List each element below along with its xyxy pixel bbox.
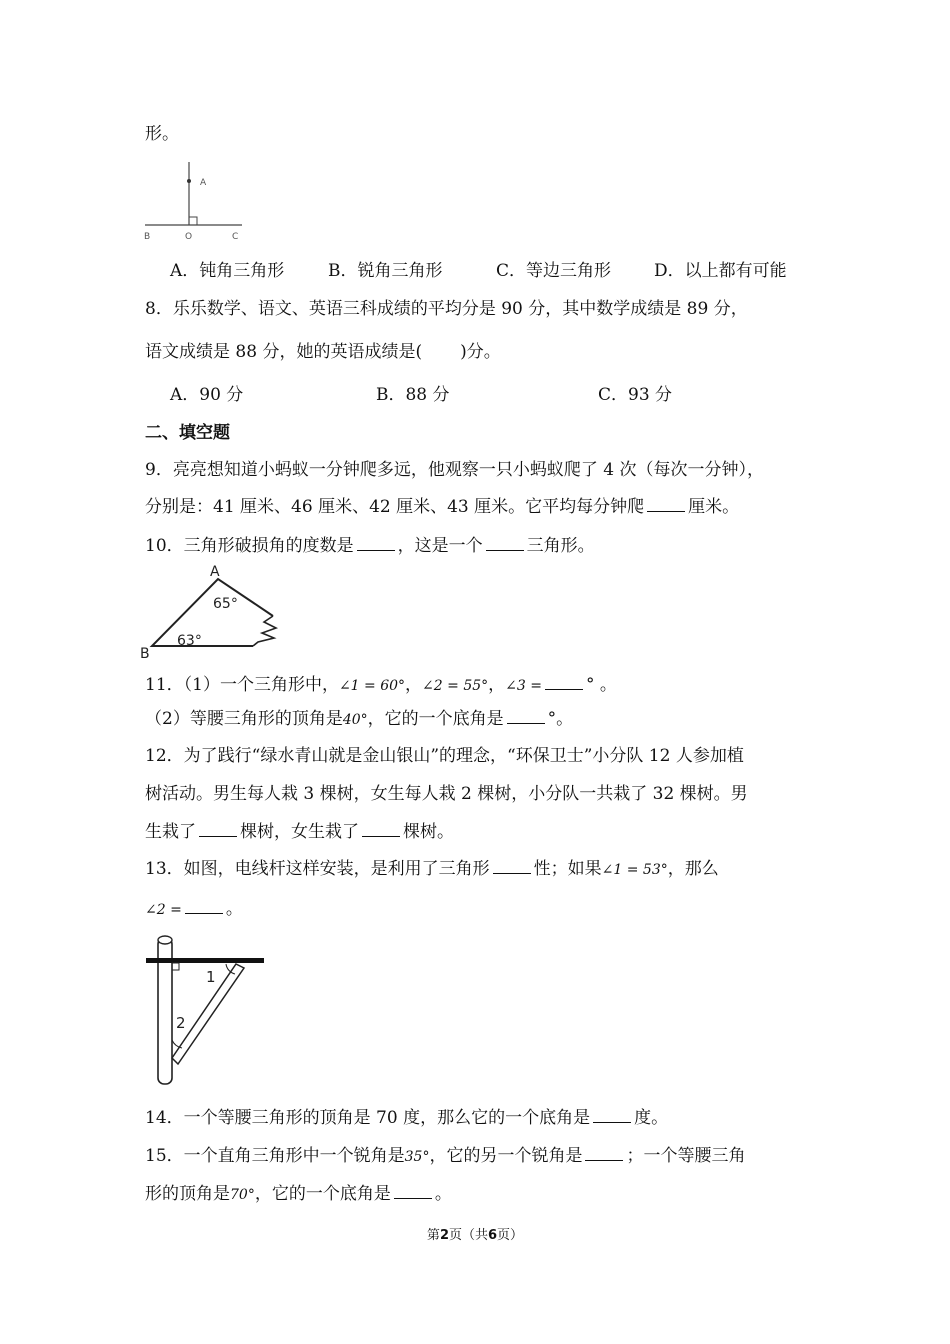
q10-blank-2[interactable]: [486, 534, 524, 551]
footer-page-number: 2: [439, 1228, 449, 1243]
q7-point-a: [187, 179, 191, 183]
q13-blank-1[interactable]: [493, 857, 531, 874]
q13-line1: [145, 857, 719, 882]
q13-line2: [145, 897, 243, 922]
q13-pole-top: [158, 936, 172, 944]
q13-crossbar: [146, 958, 264, 963]
q10-line: [145, 534, 595, 558]
q15-line1-b: ，它的另一个锐角是: [429, 1146, 583, 1166]
q12-line3-a: 生栽了: [145, 822, 196, 842]
q13-label-1: 1: [206, 968, 216, 986]
q7-label-a: A: [200, 178, 207, 188]
q15-line2-b: ，它的一个底角是: [254, 1184, 391, 1204]
q9-line2-a: 分别是：41 厘米、46 厘米、42 厘米、43 厘米。它平均每分钟爬: [145, 497, 645, 517]
q13-figure: [140, 930, 270, 1090]
q10-label-b: B: [140, 646, 150, 662]
q13-angle2: ∠2 =: [145, 902, 182, 918]
q7-label-b: B: [144, 232, 151, 242]
q7-label-c: C: [232, 232, 239, 242]
q15-line1-c: ；一个等腰三角: [626, 1146, 746, 1166]
q9-line2-b: 厘米。: [688, 497, 740, 517]
q7-option-b[interactable]: B．锐角三角形: [328, 261, 443, 281]
q7-option-d[interactable]: D．以上都有可能: [654, 261, 787, 281]
q15-blank-2[interactable]: [394, 1182, 432, 1199]
q13-right-angle-mark: [172, 963, 179, 970]
q10-figure: [138, 562, 288, 662]
footer-middle: 页（共: [448, 1228, 488, 1243]
q10-broken-edge: [253, 616, 276, 646]
q7-tail: 形。: [145, 124, 179, 144]
q7-figure: [140, 158, 250, 244]
q14-blank[interactable]: [593, 1106, 631, 1123]
q12-line3-c: 棵树。: [403, 822, 454, 842]
q11-p2-angle: 40°: [342, 712, 368, 728]
q11-line2: [145, 707, 573, 732]
q11-blank-2[interactable]: [507, 707, 545, 724]
q12-line3: [145, 820, 454, 844]
footer-prefix: 第: [426, 1228, 440, 1243]
q13-line1-b: 性；如果: [533, 859, 602, 879]
q12-blank-1[interactable]: [199, 820, 237, 837]
q11-angle1: ∠1 = 60°: [338, 678, 406, 694]
q10-angle-a: 65°: [213, 596, 238, 612]
q9-line2: [145, 495, 739, 519]
q15-angle2: 70°: [230, 1187, 255, 1203]
q12-line3-b: 棵树，女生栽了: [240, 822, 359, 842]
q15-line2-a: 形的顶角是: [145, 1184, 230, 1204]
q15-line2-end: 。: [434, 1184, 452, 1204]
q8-option-c[interactable]: C．93 分: [598, 385, 673, 405]
q10-triangle-outline: [152, 579, 273, 646]
footer-total-pages: 6: [488, 1228, 498, 1243]
q11-angle2: ∠2 = 55°: [422, 678, 489, 694]
footer-suffix: 页）: [497, 1228, 524, 1243]
q15-line1-a: 15．一个直角三角形中一个锐角是: [145, 1146, 405, 1166]
q8-line2-a: 语文成绩是 88 分，她的英语成绩是(: [145, 342, 423, 362]
section-title: 二、填空题: [145, 423, 230, 443]
q8-line1: 8．乐乐数学、语文、英语三科成绩的平均分是 90 分，其中数学成绩是 89 分，: [145, 299, 748, 319]
q10-label-a: A: [210, 564, 220, 580]
q15-angle1: 35°: [404, 1149, 430, 1165]
q10-text-b: ，这是一个: [397, 536, 483, 556]
q10-text-c: 三角形。: [526, 536, 595, 556]
q11-p1-end: ° 。: [585, 675, 617, 695]
q11-p2-b: ，它的一个底角是: [367, 709, 504, 729]
q14-text-b: 度。: [634, 1108, 669, 1128]
q13-blank-2[interactable]: [185, 897, 223, 914]
q11-blank-1[interactable]: [545, 673, 583, 690]
q14-line: [145, 1106, 668, 1130]
q13-line1-c: ，那么: [667, 859, 719, 879]
q15-line1: [145, 1144, 745, 1169]
q11-p1-a: 11．（1）一个三角形中，: [145, 675, 339, 695]
q14-text-a: 14．一个等腰三角形的顶角是 70 度，那么它的一个底角是: [145, 1108, 591, 1128]
q7-right-angle-mark: [189, 217, 197, 225]
q10-blank-1[interactable]: [357, 534, 395, 551]
q11-p2-end: °。: [547, 709, 574, 729]
q8-option-b[interactable]: B．88 分: [376, 385, 450, 405]
q9-blank[interactable]: [647, 495, 685, 512]
q11-line1: 11．（1）一个三角形中，∠1 = 60°，∠2 = 55°，∠3 = ° 。: [145, 675, 617, 695]
q7-option-a[interactable]: A．钝角三角形: [170, 261, 285, 281]
q8-line2-b: )分。: [460, 342, 501, 362]
q13-line2-end: 。: [225, 899, 243, 919]
q8-line2: [145, 340, 501, 364]
q12-line2: 树活动。男生每人栽 3 棵树，女生每人栽 2 棵树，小分队一共栽了 32 棵树。男: [145, 784, 748, 804]
page-footer: [0, 1227, 950, 1245]
q11-p2-a: （2）等腰三角形的顶角是: [145, 709, 343, 729]
q13-label-2: 2: [176, 1014, 186, 1032]
q8-option-a[interactable]: A．90 分: [170, 385, 244, 405]
q15-blank-1[interactable]: [585, 1144, 623, 1161]
q15-line2: [145, 1182, 452, 1207]
q7-option-c[interactable]: C．等边三角形: [496, 261, 612, 281]
q11-angle3: ∠3 =: [505, 678, 542, 694]
q13-angle1: ∠1 = 53°: [601, 862, 668, 878]
q10-angle-b: 63°: [177, 633, 202, 649]
q13-line1-a: 13．如图，电线杆这样安装，是利用了三角形: [145, 859, 490, 879]
q10-text-a: 10．三角形破损角的度数是: [145, 536, 354, 556]
q12-blank-2[interactable]: [362, 820, 400, 837]
q12-line1: 12．为了践行“绿水青山就是金山银山”的理念，“环保卫士”小分队 12 人参加植: [145, 746, 744, 766]
q9-line1: 9．亮亮想知道小蚂蚁一分钟爬多远，他观察一只小蚂蚁爬了 4 次（每次一分钟），: [145, 460, 764, 480]
q7-label-o: O: [185, 232, 193, 242]
